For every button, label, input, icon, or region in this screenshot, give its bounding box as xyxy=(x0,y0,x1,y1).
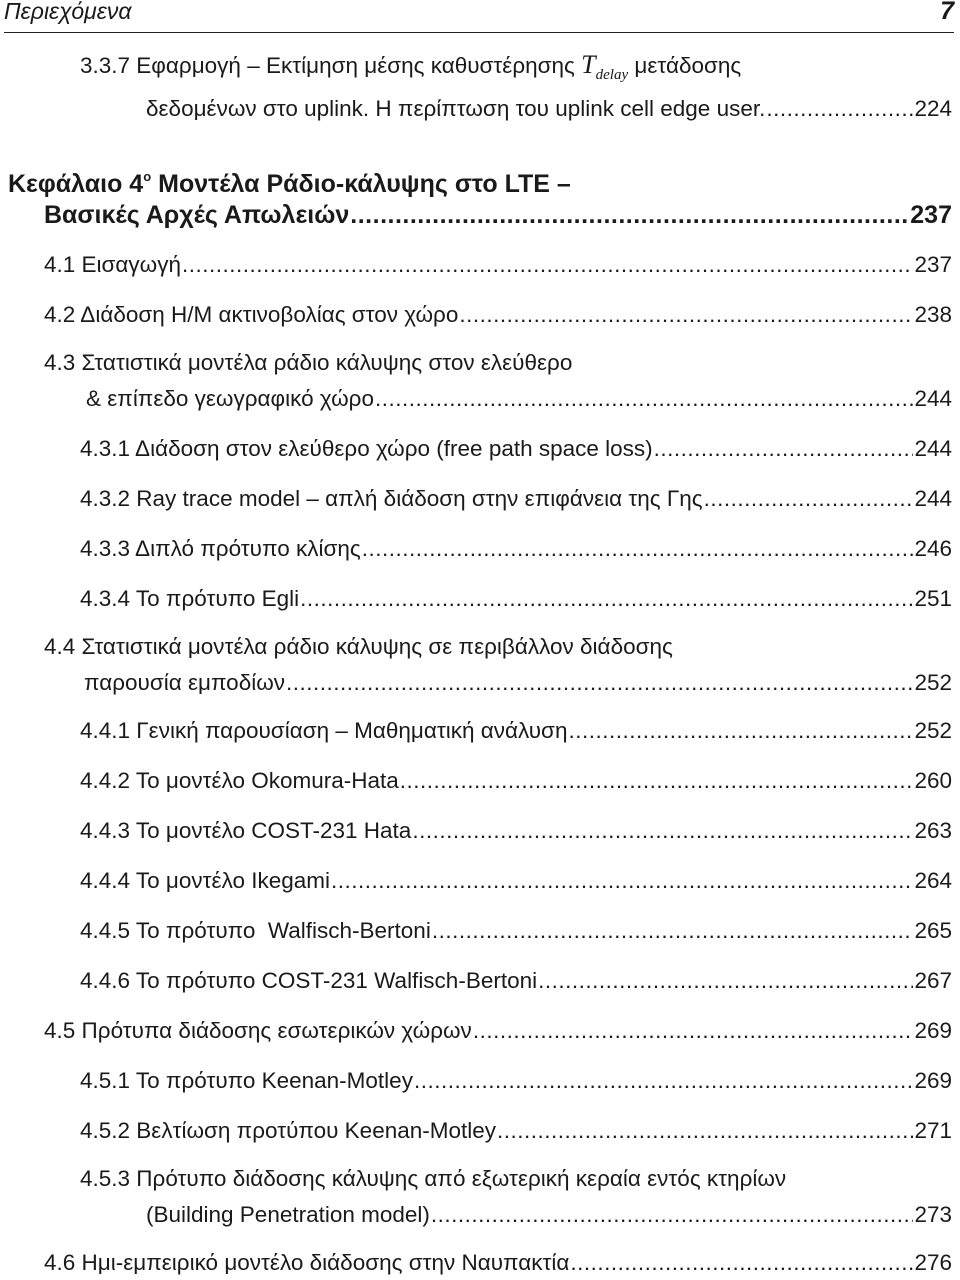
toc-entry-4-4-line1 xyxy=(44,630,673,664)
toc-entry-label: 4.3.1 Διάδοση στον ελεύθερο χώρο (free path space loss) xyxy=(80,436,653,461)
dot-leader xyxy=(570,1246,913,1280)
toc-entry-page: 267 xyxy=(914,968,952,993)
toc-entry-page: 237 xyxy=(914,252,952,277)
toc-entry-label: 4.4 Στατιστικά μοντέλα ράδιο κάλυψης σε περιβάλλον διάδοσης xyxy=(44,634,673,659)
toc-entry-label: 4.3.4 Το πρότυπο Egli xyxy=(80,586,300,611)
dot-leader xyxy=(400,764,914,798)
toc-entry-label: δεδομένων στο uplink. Η περίπτωση του uplink cell edge user. xyxy=(146,96,766,121)
toc-entry-4-3-1[interactable] xyxy=(80,432,952,466)
toc-chapter-4-line1 xyxy=(8,160,571,198)
toc-entry-4-4-5[interactable] xyxy=(80,914,952,948)
dot-leader xyxy=(459,298,913,332)
toc-entry-label: 4.3 Στατιστικά μοντέλα ράδιο κάλυψης στον ελεύθερο xyxy=(44,350,573,375)
toc-entry-page: 265 xyxy=(914,918,952,943)
dot-leader xyxy=(766,92,913,126)
chapter-title-cont: Βασικές Αρχές Απωλειών xyxy=(44,201,350,229)
t-delay-symbol: $T_{delay}$ xyxy=(581,50,629,83)
dot-leader xyxy=(704,482,914,516)
toc-entry-page: 244 xyxy=(914,436,952,461)
toc-entry-4-5[interactable] xyxy=(44,1014,952,1048)
dot-leader xyxy=(286,666,913,700)
toc-entry-page: 251 xyxy=(914,586,952,611)
toc-entry-page: 271 xyxy=(914,1118,952,1143)
toc-entry-label: 4.3.2 Ray trace model – απλή διάδοση στην επιφάνεια της Γης xyxy=(80,486,703,511)
dot-leader xyxy=(568,714,913,748)
dot-leader xyxy=(362,532,914,566)
toc-entry-4-6[interactable] xyxy=(44,1246,952,1280)
chapter-label: Κεφάλαιο 4 xyxy=(8,170,144,198)
toc-entry-page: 273 xyxy=(914,1202,952,1227)
dot-leader xyxy=(350,198,909,232)
toc-entry-page: 269 xyxy=(914,1018,952,1043)
toc-entry-label: 4.3.3 Διπλό πρότυπο κλίσης xyxy=(80,536,361,561)
toc-entry-4-5-3-line1 xyxy=(80,1162,786,1196)
toc-entry-4-5-1[interactable] xyxy=(80,1064,952,1098)
toc-entry-3-3-7[interactable] xyxy=(146,92,952,126)
toc-entry-label: 4.5 Πρότυπα διάδοσης εσωτερικών χώρων xyxy=(44,1018,472,1043)
toc-entry-4-4-4[interactable] xyxy=(80,864,952,898)
dot-leader xyxy=(182,248,913,282)
toc-entry-4-4-2[interactable] xyxy=(80,764,952,798)
toc-entry-page: 276 xyxy=(914,1250,952,1275)
toc-entry-page: 238 xyxy=(914,302,952,327)
toc-chapter-4[interactable] xyxy=(44,198,952,232)
toc-entry-4-3-line1 xyxy=(44,346,572,380)
toc-entry-page: 260 xyxy=(914,768,952,793)
toc-entry-4-4-1[interactable] xyxy=(80,714,952,748)
toc-entry-label: 4.1 Εισαγωγή xyxy=(44,252,182,277)
toc-entry-label-cont: παρουσία εμποδίων xyxy=(84,670,286,695)
toc-entry-4-4-6[interactable] xyxy=(80,964,952,998)
toc-entry-page: 244 xyxy=(914,486,952,511)
toc-entry-page: 237 xyxy=(910,201,952,229)
toc-entry-label: 4.5.1 Το πρότυπο Keenan-Motley xyxy=(80,1068,413,1093)
toc-entry-label-suffix: μετάδοσης xyxy=(634,53,742,78)
toc-entry-4-3-4[interactable] xyxy=(80,582,952,616)
toc-entry-label: 3.3.7 Εφαρμογή – Εκτίμηση μέσης καθυστέρησης xyxy=(80,53,575,78)
toc-entry-label: 4.4.6 Το πρότυπο COST-231 Walfisch-Bertoni xyxy=(80,968,538,993)
toc-entry-label: 4.5.2 Βελτίωση προτύπου Keenan-Motley xyxy=(80,1118,497,1143)
toc-entry-4-1[interactable] xyxy=(44,248,952,282)
dot-leader xyxy=(473,1014,914,1048)
toc-entry-4-3-3[interactable] xyxy=(80,532,952,566)
dot-leader xyxy=(538,964,913,998)
dot-leader xyxy=(414,1064,914,1098)
toc-entry-label-cont: & επίπεδο γεωγραφικό χώρο xyxy=(86,386,374,411)
dot-leader xyxy=(497,1114,913,1148)
toc-entry-4-3[interactable] xyxy=(86,382,952,416)
toc-entry-label: 4.4.4 Το μοντέλο Ikegami xyxy=(80,868,331,893)
chapter-title: Μοντέλα Ράδιο-κάλυψης στο LTE – xyxy=(158,170,571,198)
dot-leader xyxy=(431,1198,914,1232)
toc-entry-page: 224 xyxy=(914,96,952,121)
toc-entry-label: 4.5.3 Πρότυπο διάδοσης κάλυψης από εξωτερική κεραία εντός κτηρίων xyxy=(80,1166,787,1191)
dot-leader xyxy=(331,864,913,898)
header-title: Περιεχόμενα xyxy=(4,0,132,24)
toc-entry-page: 252 xyxy=(914,718,952,743)
toc-entry-4-5-3[interactable] xyxy=(146,1198,952,1232)
toc-entry-3-3-7-line1 xyxy=(80,48,741,82)
running-header xyxy=(4,0,954,33)
toc-entry-page: 252 xyxy=(914,670,952,695)
toc-entry-4-5-2[interactable] xyxy=(80,1114,952,1148)
toc-entry-label: 4.4.5 Το πρότυπο Walfisch-Bertoni xyxy=(80,918,431,943)
toc-entry-4-4-3[interactable] xyxy=(80,814,952,848)
toc-entry-page: 263 xyxy=(914,818,952,843)
toc-entry-label: 4.2 Διάδοση Η/Μ ακτινοβολίας στον χώρο xyxy=(44,302,459,327)
toc-entry-page: 246 xyxy=(914,536,952,561)
header-page-number: 7 xyxy=(940,0,954,25)
toc-entry-label: 4.4.2 Το μοντέλο Okomura-Hata xyxy=(80,768,399,793)
toc-entry-label: 4.4.3 Το μοντέλο COST-231 Hata xyxy=(80,818,412,843)
toc-entry-label: 4.6 Ημι-εμπειρικό μοντέλο διάδοσης στην Ναυπακτία xyxy=(44,1250,570,1275)
dot-leader xyxy=(375,382,913,416)
toc-entry-page: 269 xyxy=(914,1068,952,1093)
toc-entry-4-3-2[interactable] xyxy=(80,482,952,516)
chapter-ordinal: ο xyxy=(143,169,152,184)
dot-leader xyxy=(300,582,913,616)
toc-entry-page: 264 xyxy=(914,868,952,893)
toc-entry-label-cont: (Building Penetration model) xyxy=(146,1202,430,1227)
toc-entry-label: 4.4.1 Γενική παρουσίαση – Μαθηματική ανάλυση xyxy=(80,718,568,743)
toc-entry-page: 244 xyxy=(914,386,952,411)
dot-leader xyxy=(412,814,913,848)
dot-leader xyxy=(432,914,914,948)
dot-leader xyxy=(654,432,914,466)
toc-entry-4-4[interactable] xyxy=(84,666,952,700)
toc-entry-4-2[interactable] xyxy=(44,298,952,332)
